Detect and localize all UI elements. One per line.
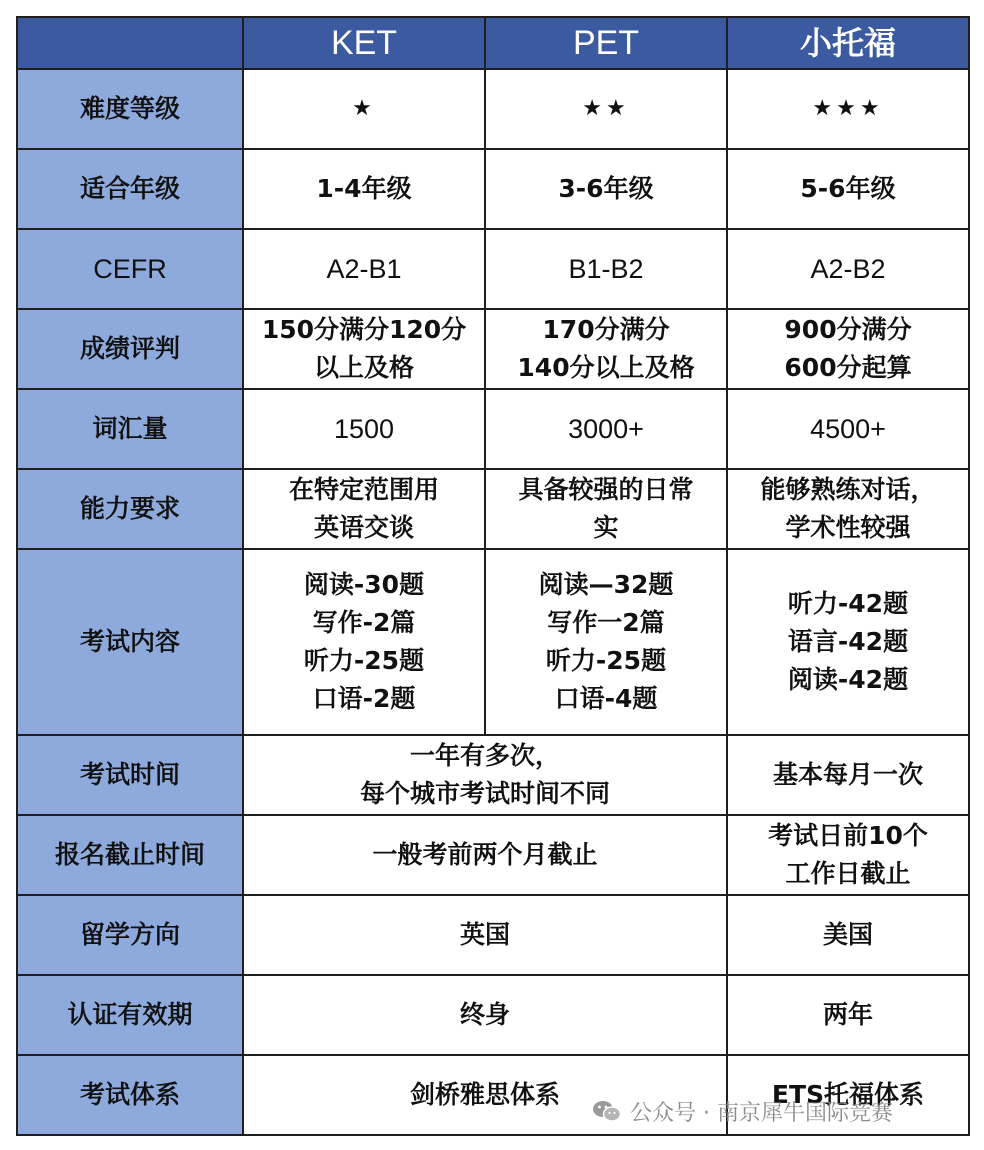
wechat-icon xyxy=(592,1099,622,1123)
exam-comparison-table xyxy=(16,16,970,1136)
table-row xyxy=(17,735,969,815)
text-line: 阅读—32题 xyxy=(538,570,674,599)
cell-pet-difficulty: ★★ xyxy=(485,69,727,149)
cell-ket-pet-validity: 终身 xyxy=(243,975,727,1055)
cell-pet-cefr: B1-B2 xyxy=(485,229,727,309)
text-line: 阅读-30题 xyxy=(303,570,425,599)
cell-ket-cefr: A2-B1 xyxy=(243,229,485,309)
row-label-vocab: 词汇量 xyxy=(17,389,243,469)
cell-ket-grade: 1-4年级 xyxy=(243,149,485,229)
cell-pet-ability xyxy=(485,469,727,549)
cell-toefl-scoring xyxy=(727,309,969,389)
table-row xyxy=(17,549,969,735)
header-row xyxy=(17,17,969,69)
cell-toefl-system: ETS托福体系 xyxy=(727,1055,969,1135)
cell-ket-pet-exam-time xyxy=(243,735,727,815)
cell-pet-content xyxy=(485,549,727,735)
text-line: 一年有多次， xyxy=(409,741,560,770)
text-line: 实 xyxy=(593,513,619,542)
cell-ket-pet-deadline: 一般考前两个月截止 xyxy=(243,815,727,895)
cell-ket-pet-study-abroad: 英国 xyxy=(243,895,727,975)
row-label-ability: 能力要求 xyxy=(17,469,243,549)
text-line: 900分满分 xyxy=(784,315,912,344)
row-label-difficulty: 难度等级 xyxy=(17,69,243,149)
row-label-grade: 适合年级 xyxy=(17,149,243,229)
table-row xyxy=(17,389,969,469)
header-corner xyxy=(17,17,243,69)
text-line: 150分满分120分 xyxy=(261,315,467,344)
table-row xyxy=(17,975,969,1055)
text-line: 以上及格 xyxy=(313,353,414,382)
table-row xyxy=(17,229,969,309)
text-line: 能够熟练对话， xyxy=(760,475,936,504)
text-line: 英语交谈 xyxy=(313,513,414,542)
cell-toefl-ability xyxy=(727,469,969,549)
cell-toefl-validity: 两年 xyxy=(727,975,969,1055)
table-row xyxy=(17,815,969,895)
row-label-content: 考试内容 xyxy=(17,549,243,735)
cell-toefl-grade: 5-6年级 xyxy=(727,149,969,229)
row-label-deadline: 报名截止时间 xyxy=(17,815,243,895)
text-line: 学术性较强 xyxy=(785,513,911,542)
row-label-study-abroad: 留学方向 xyxy=(17,895,243,975)
cell-ket-vocab: 1500 xyxy=(243,389,485,469)
cell-toefl-difficulty: ★★★ xyxy=(727,69,969,149)
text-line: 听力-25题 xyxy=(303,646,425,675)
table-row xyxy=(17,309,969,389)
text-line: 阅读-42题 xyxy=(787,665,909,694)
text-line: 140分以上及格 xyxy=(517,353,695,382)
row-label-cefr: CEFR xyxy=(17,229,243,309)
text-line: 写作-2篇 xyxy=(312,608,416,637)
cell-ket-ability xyxy=(243,469,485,549)
text-line: 写作一2篇 xyxy=(547,608,665,637)
cell-pet-vocab: 3000+ xyxy=(485,389,727,469)
text-line: 口语-2题 xyxy=(312,684,416,713)
text-line: 600分起算 xyxy=(784,353,912,382)
watermark-text: 公众号 · 南京犀牛国际竞赛 xyxy=(630,1100,893,1126)
watermark xyxy=(592,1093,893,1129)
cell-toefl-cefr: A2-B2 xyxy=(727,229,969,309)
header-ket: KET xyxy=(243,17,485,69)
table-row xyxy=(17,895,969,975)
text-line: 考试日前10个 xyxy=(768,821,928,850)
row-label-scoring: 成绩评判 xyxy=(17,309,243,389)
text-line: 听力-25题 xyxy=(545,646,667,675)
cell-pet-grade: 3-6年级 xyxy=(485,149,727,229)
cell-ket-content xyxy=(243,549,485,735)
text-line: 每个城市考试时间不同 xyxy=(359,779,610,808)
text-line: 具备较强的日常 xyxy=(518,475,694,504)
cell-toefl-exam-time: 基本每月一次 xyxy=(727,735,969,815)
cell-ket-difficulty: ★ xyxy=(243,69,485,149)
text-line: 听力-42题 xyxy=(787,589,909,618)
text-line: 工作日截止 xyxy=(785,859,911,888)
table-row xyxy=(17,469,969,549)
header-pet: PET xyxy=(485,17,727,69)
cell-ket-pet-system: 剑桥雅思体系 xyxy=(243,1055,727,1135)
text-line: 170分满分 xyxy=(542,315,670,344)
cell-toefl-content xyxy=(727,549,969,735)
cell-toefl-study-abroad: 美国 xyxy=(727,895,969,975)
cell-pet-scoring xyxy=(485,309,727,389)
cell-toefl-deadline xyxy=(727,815,969,895)
text-line: 语言-42题 xyxy=(787,627,909,656)
header-toefl-junior: 小托福 xyxy=(727,17,969,69)
table-row xyxy=(17,149,969,229)
cell-toefl-vocab: 4500+ xyxy=(727,389,969,469)
row-label-exam-time: 考试时间 xyxy=(17,735,243,815)
row-label-system: 考试体系 xyxy=(17,1055,243,1135)
text-line: 口语-4题 xyxy=(554,684,658,713)
table-row xyxy=(17,69,969,149)
row-label-validity: 认证有效期 xyxy=(17,975,243,1055)
text-line: 在特定范围用 xyxy=(288,475,439,504)
cell-ket-scoring xyxy=(243,309,485,389)
